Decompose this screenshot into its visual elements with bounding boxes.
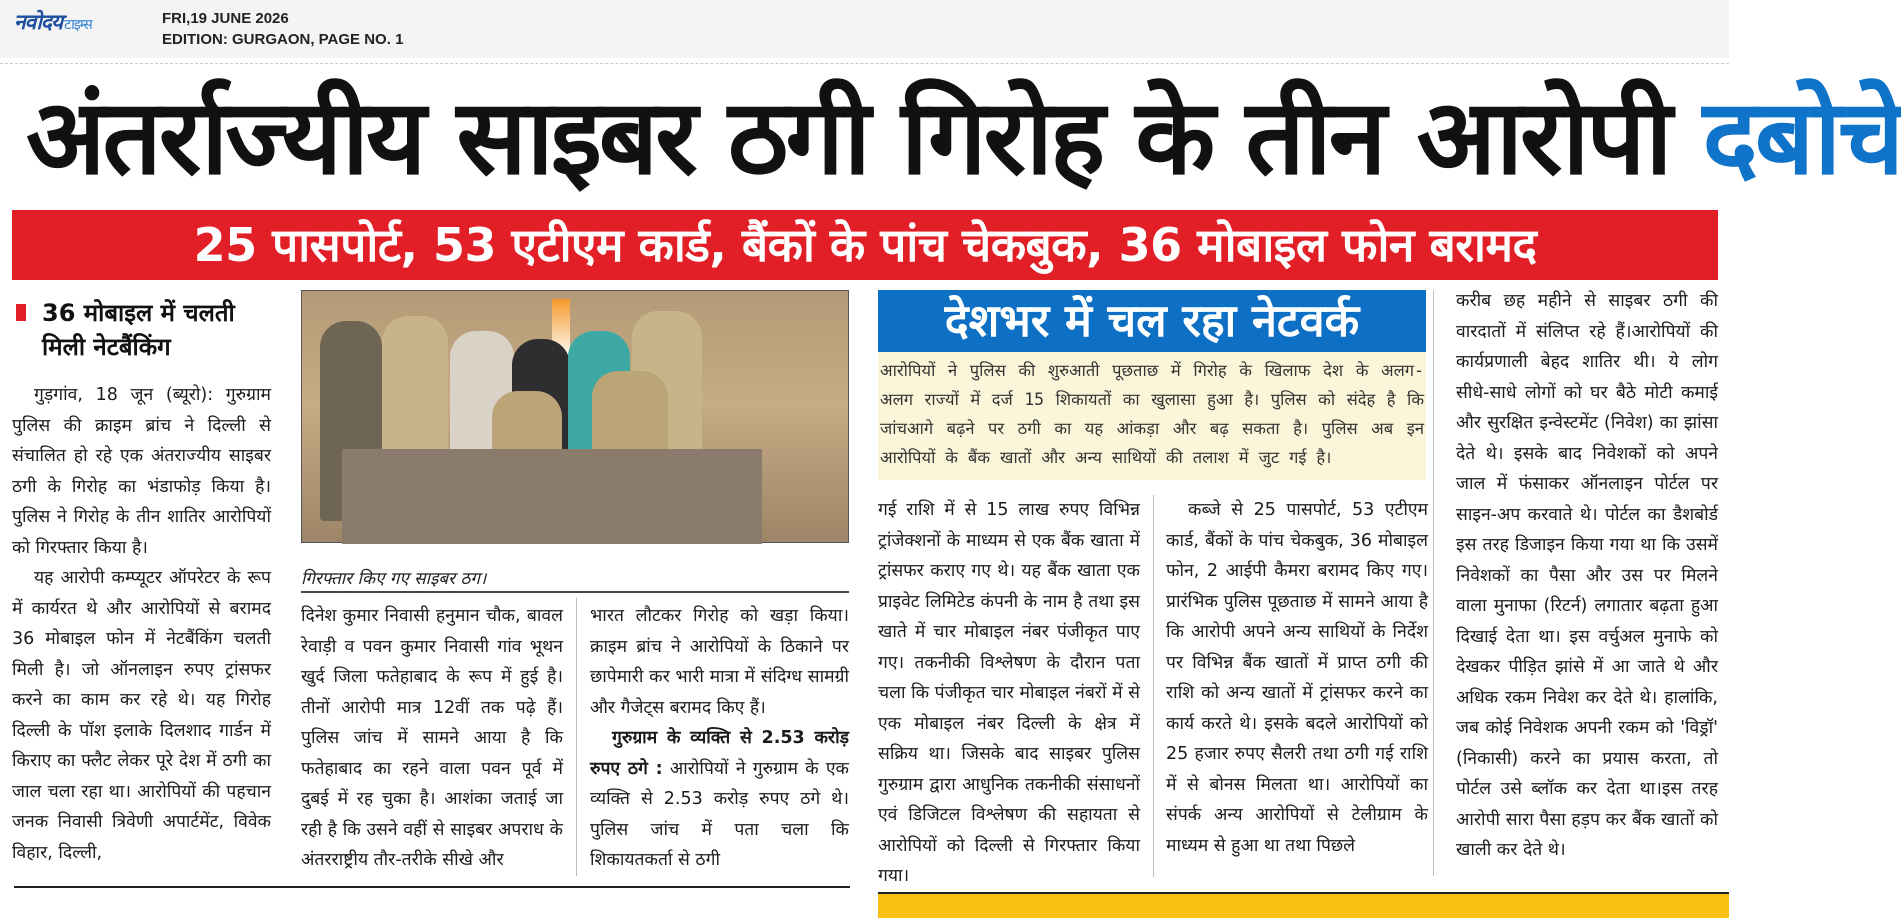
box-text: आरोपियों ने पुलिस की शुरुआती पूछताछ में गिरोह के खिलाफ देश के अलग-अलग राज्यों में दर्ज 15 शिकायतों का खुलासा हुआ है। पुलिस को संदेह है कि जांचआगे बढ़ने पर ठगी का यह आंकड़ा और बढ़ सकता है। पुलिस अब इन आरोपियों के बैंक खातों और अन्य साथियों की तलाश में जुट गई है। xyxy=(880,361,1424,467)
red-bullet-marker xyxy=(16,304,26,321)
article-column-5 xyxy=(1166,495,1428,881)
page-title xyxy=(26,72,1901,202)
col3-paragraph-1: भारत लौटकर गिरोह को खड़ा किया। क्राइम ब्रांच ने आरोपियों के ठिकाने पर छापेमारी कर भारी मात्रा में संदिग्ध सामग्री और गैजेट्स बरामद किए हैं। xyxy=(590,606,849,718)
box-title: देशभर में चल रहा नेटवर्क xyxy=(878,290,1426,352)
logo-sub: टाइम्स xyxy=(64,17,92,33)
article-column-2 xyxy=(301,601,563,881)
column-divider xyxy=(1153,495,1154,877)
column-divider xyxy=(576,598,577,876)
masthead-divider xyxy=(0,63,1729,64)
photo-table xyxy=(342,449,762,544)
masthead xyxy=(0,0,1729,58)
footer-banner-strip xyxy=(878,892,1729,918)
col6-paragraph-1: करीब छह महीने से साइबर ठगी की वारदातों में संलिप्त रहे हैं।आरोपियों की कार्यप्रणाली बेहद शातिर थी। ये लोग सीधे-साधे लोगों को घर बैठे मोटी कमाई और सुरक्षित इन्वेस्टमेंट (निवेश) का झांसा देते थे। इसके बाद निवेशकों को अपने जाल में फंसाकर ऑनलाइन पोर्टल पर साइन-अप करवाते थे। पोर्टल का डैशबोर्ड इस तरह डिजाइन किया गया था कि उसमें निवेशकों का पैसा और उस पर मिलने वाला मुनाफा (रिटर्न) लगातार बढ़ता हुआ दिखाई देता था। इस वर्चुअल मुनाफे को देखकर पीड़ित झांसे में आ जाते थे और अधिक रकम निवेश कर देते थे। हालांकि, जब कोई निवेशक अपनी रकम को 'विड्रॉ' (निकासी) करने का प्रयास करता, तो पोर्टल उसे ब्लॉक कर देता था।इस तरह आरोपी सारा पैसा हड़प कर बैंक खातों को खाली कर देते थे। xyxy=(1456,291,1718,860)
highlight-box xyxy=(878,290,1426,480)
col2-paragraph-1: दिनेश कुमार निवासी हनुमान चौक, बावल रेवाड़ी व पवन कुमार निवासी गांव भूथन खुर्द जिला फतेहाबाद के रूप में हुई है। तीनों आरोपी मात्र 12वीं तक पढ़े हैं। पुलिस जांच में सामने आया है कि फतेहाबाद का रहने वाला पवन पूर्व में दुबई में रह चुका है। आशंका जताई जा रही है कि उसने वहीं से साइबर अपराध के अंतरराष्ट्रीय तौर-तरीके सीखे और xyxy=(301,606,563,870)
col1-paragraph-1: गुड़गांव, 18 जून (ब्यूरो): गुरुग्राम पुलिस की क्राइम ब्रांच ने दिल्ली से संचालित हो रहे एक अंतराज्यीय साइबर ठगी के गिरोह का भंडाफोड़ किया है। पुलिस ने गिरोह के तीन शातिर आरोपियों को गिरफ्तार किया है। xyxy=(12,385,271,558)
col3-paragraph-2-text: आरोपियों ने गुरुग्राम के एक व्यक्ति से 2.53 करोड़ रुपए ठगे थे। पुलिस जांच में पता चला कि शिकायतकर्ता से ठगी xyxy=(590,758,849,870)
article-column-1 xyxy=(12,380,271,880)
side-heading-text: 36 मोबाइल में चलती मिली नेटबैंकिंग xyxy=(42,299,235,361)
news-photo[interactable] xyxy=(301,290,849,543)
photo-caption: गिरफ्तार किए गए साइबर ठग। xyxy=(301,569,487,589)
column-divider xyxy=(1433,290,1434,876)
newspaper-logo[interactable] xyxy=(14,8,92,36)
col3-bold-lead: गुरुग्राम के व्यक्ति से 2.53 करोड़ रुपए ठगे : xyxy=(590,728,849,779)
side-heading xyxy=(12,296,264,364)
subheadline-banner: 25 पासपोर्ट, 53 एटीएम कार्ड, बैंकों के पांच चेकबुक, 36 मोबाइल फोन बरामद xyxy=(12,210,1718,280)
edition-info: EDITION: GURGAON, PAGE NO. 1 xyxy=(162,31,404,48)
article-column-3 xyxy=(590,601,849,881)
col4-paragraph-1: गई राशि में से 15 लाख रुपए विभिन्न ट्रांजेक्शनों के माध्यम से एक बैंक खाता में ट्रांसफर कराए गए थे। यह बैंक खाता एक प्राइवेट लिमिटेड कंपनी के नाम है तथा इस खाते में चार मोबाइल नंबर पंजीकृत पाए गए। तकनीकी विश्लेषण के दौरान पता चला कि पंजीकृत चार मोबाइल नंबरों में से एक मोबाइल नंबर दिल्ली के क्षेत्र में सक्रिय था। जिसके बाद साइबर पुलिस गुरुग्राम द्वारा आधुनिक तकनीकी संसाधनों एवं डिजिटल विश्लेषण की सहायता से आरोपियों को दिल्ली से गिरफ्तार किया गया। xyxy=(878,500,1140,886)
article-column-6 xyxy=(1456,286,1718,882)
headline-text: अंतर्राज्यीय साइबर ठगी गिरोह के तीन आरोपी xyxy=(26,76,1670,198)
headline-highlight: दबोचे xyxy=(1702,76,1901,198)
footer-divider xyxy=(14,886,850,888)
issue-date: FRI,19 JUNE 2026 xyxy=(162,10,289,27)
edition-meta xyxy=(162,8,403,50)
logo-main: नवोदय xyxy=(14,10,63,34)
col5-paragraph-1: कब्जे से 25 पासपोर्ट, 53 एटीएम कार्ड, बैंकों के पांच चेकबुक, 36 मोबाइल फोन, 2 आईपी कैमरा बरामद किए गए। प्रारंभिक पुलिस पूछताछ में सामने आया है कि आरोपी अपने अन्य साथियों के निर्देश पर विभिन्न बैंक खातों में प्राप्त ठगी की राशि को अन्य खातों में ट्रांसफर करने का कार्य करते थे। इसके बदले आरोपियों को 25 हजार रुपए सैलरी तथा ठगी गई राशि में से बोनस मिलता था। आरोपियों का संपर्क अन्य आरोपियों से टेलीग्राम के माध्यम से हुआ था तथा पिछले xyxy=(1166,500,1428,856)
col3-paragraph-2 xyxy=(590,723,849,876)
caption-divider xyxy=(301,591,849,593)
col1-paragraph-2: यह आरोपी कम्प्यूटर ऑपरेटर के रूप में कार्यरत थे और आरोपियों से बरामद 36 मोबाइल फोन में नेटबैंकिंग चलती मिली है। जो ऑनलाइन रुपए ट्रांसफर करने का काम कर रहे थे। यह गिरोह दिल्ली के पॉश इलाके दिलशाद गार्डन में किराए का फ्लैट लेकर पूरे देश में ठगी का जाल चला रहा था। आरोपियों की पहचान जनक निवासी त्रिवेणी अपार्टमेंट, विवेक विहार, दिल्ली, xyxy=(12,568,271,863)
article-column-4 xyxy=(878,495,1140,886)
